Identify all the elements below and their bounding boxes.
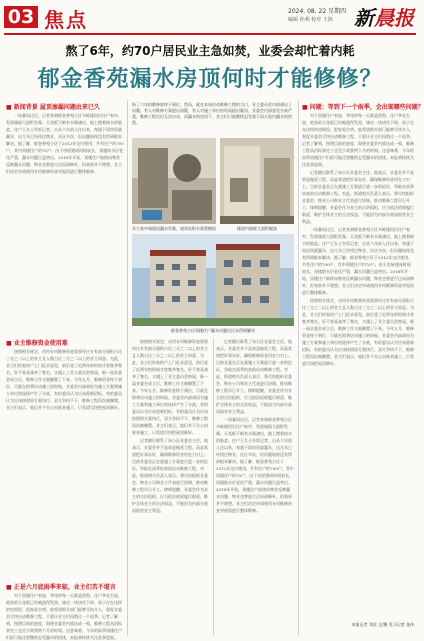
- subhead-rainy: ■ 正是六月底雨季来临，业主们苦不堪言: [6, 584, 116, 591]
- residential-building-photo-icon: [132, 234, 294, 326]
- caption-photo2: 楼道内墙壁大面积脱落: [237, 226, 277, 231]
- header-rule: [4, 33, 416, 35]
- body-column-1c: 对于顶楼住户来说，等待的每一天都是煎熬。住户李先生说，他家的天花板已经被泡得发黑，墙皮一块块往下掉，孩子住在这样的房间里，很容易生病。他希望相关部门能够尽快介入，督促业委会尽快启动维修工程，不要让业主们再熬过一个雨季。记者了解到，按照目前的进度，即便业委会内部达成一致，维修工程从招标到完工也至少需要两个月的时间。这意味着，今年的雨季顶楼住户们很可能还要继续忍受漏水的困扰。本报将持续关注此事进展。: [6, 593, 122, 640]
- editor-credit: 编辑 孙利 校对 王海: [288, 17, 333, 23]
- body-column-4: 对于顶楼住户来说，等待的每一天都是煎熬。住户李先生说，他家的天花板已经被泡得发黑，墙皮一块块往下掉，孩子住在这样的房间里，很容易生病。他希望相关部门能够尽快介入，督促业委会尽快启动维修工程，不要让业主们再熬过一个雨季。记者了解到，按照目前的进度，即便业委会内部达成一致，维修工程从招标到完工也至少需要两个月的时间。这意味着，今年的雨季顶楼住户们很可能还要继续忍受漏水的困扰。本报将持续关注此事进展。 记者随后联系了该小区业委会主任。他表示，业委会并不是故意拖延工程，而是希望把好事办好，确保维修资金用在刀刃上。目前业委会正在就施工方案进行进一步的论证，争取在雨季结束前启动维修工程。对此，街道相关负责人表示，将尽快组织业委会、物业公司和业主代表进行协调，推动维修工程早日开工。律师提醒，业委会作为业主的自治组织，应当依法依规履行职责，维护全体业主的合法权益，不能因为内部分歧而损害业主利益。 一场暴雨过后，记者来到郁金香苑小区多栋楼顶层住户家中，发现墙面大面积发霉，天花板不断有水珠渗出，地上摆着接水的脸盆。住户王女士告诉记者，自从六年前入住以来，每逢下雨房顶就漏水，这几年已经找过物业、社区多次，但问题始终没有得到根本解决。据了解，郁金香苑小区于2012年交付使用，共有住户约700户，其中顶楼住户约70户。由于房屋建成时间较长，顶楼防水层老化严重，漏水问题日益突出。2018年开始，顶楼住户陆续向物业反映漏水问题，物业也曾进行过局部修补，但效果并不理想。业主们决定申请使用专项维修资金对屋顶进行整体维修。 按照相关规定，动用专项维修资金需要经过专有部分面积占比三分之二以上的业主且人数占比三分之二以上的业主同意。为此，业主们挨家挨户上门征求意见，前后花了近两年的时间才收集齐签名。好不容易凑齐了签名，又遇上了业主委员会换届，新一届业委会成立后，维修工作又被搁置了下来。今年五月，维修资金终于到位，可就在即将启动施工的时候，业委会内部却因为施工方案和施工单位的选择产生了分歧，有的委员认为应该重新招标，有的委员认为应该按照原方案执行，双方争执不下，维修工程再次被搁置。业主们表示，他们并不关心由谁来施工，只希望尽快把屋顶修好。: [302, 113, 414, 366]
- issue-date: 2024. 08. 22 星期四: [288, 8, 347, 15]
- photo-wall-mold: [132, 138, 216, 224]
- kicker-headline: 熬了6年，约70户居民业主急如焚，业委会却忙着内耗: [65, 44, 355, 58]
- newspaper-logo: 新晨报: [354, 6, 414, 30]
- byline: 本报记者 刘佳 文/摄 见习记者 张伟: [351, 622, 414, 627]
- body-column-2: 按照相关规定，动用专项维修资金需要经过专有部分面积占比三分之二以上的业主且人数占比三分之二以上的业主同意。为此，业主们挨家挨户上门征求意见，前后花了近两年的时间才收集齐签名。好不容易凑齐了签名，又遇上了业主委员会换届，新一届业委会成立后，维修工作又被搁置了下来。今年五月，维修资金终于到位，可就在即将启动施工的时候，业委会内部却因为施工方案和施工单位的选择产生了分歧，有的委员认为应该重新招标，有的委员认为应该按照原方案执行，双方争执不下，维修工程再次被搁置。业主们表示，他们并不关心由谁来施工，只希望尽快把屋顶修好。 记者随后联系了该小区业委会主任。他表示，业委会并不是故意拖延工程，而是希望把好事办好，确保维修资金用在刀刃上。目前业委会正在就施工方案进行进一步的论证，争取在雨季结束前启动维修工程。对此，街道相关负责人表示，将尽快组织业委会、物业公司和业主代表进行协调，推动维修工程早日开工。律师提醒，业委会作为业主的自治组织，应当依法依规履行职责，维护全体业主的合法权益，不能因为内部分歧而损害业主利益。: [132, 339, 208, 513]
- photo-building: [132, 234, 294, 326]
- subhead-question: ■ 问题：等到下一个雨季，会出现哪些问题？: [302, 104, 424, 111]
- wall-mold-photo-icon: [132, 138, 216, 224]
- caption-photo1: 业主家中墙面因漏水发霉，墙角处积水需要擦拭: [132, 226, 216, 231]
- subhead-background: ■ 新闻背景 屋顶渗漏问题由来已久: [6, 104, 100, 111]
- body-column-3: 记者随后联系了该小区业委会主任。他表示，业委会并不是故意拖延工程，而是希望把好事办好，确保维修资金用在刀刃上。目前业委会正在就施工方案进行进一步的论证，争取在雨季结束前启动维修工程。对此，街道相关负责人表示，将尽快组织业委会、物业公司和业主代表进行协调，推动维修工程早日开工。律师提醒，业委会作为业主的自治组织，应当依法依规履行职责，维护全体业主的合法权益，不能因为内部分歧而损害业主利益。 一场暴雨过后，记者来到郁金香苑小区多栋楼顶层住户家中，发现墙面大面积发霉，天花板不断有水珠渗出，地上摆着接水的脸盆。住户王女士告诉记者，自从六年前入住以来，每逢下雨房顶就漏水，这几年已经找过物业、社区多次，但问题始终没有得到根本解决。据了解，郁金香苑小区于2012年交付使用，共有住户约700户，其中顶楼住户约70户。由于房屋建成时间较长，顶楼防水层老化严重，漏水问题日益突出。2018年开始，顶楼住户陆续向物业反映漏水问题，物业也曾进行过局部修补，但效果并不理想。业主们决定申请使用专项维修资金对屋顶进行整体维修。: [216, 339, 294, 513]
- section-number: 03: [4, 6, 38, 28]
- page-header: [0, 0, 420, 34]
- column-divider: [127, 100, 128, 636]
- body-column-1: 一场暴雨过后，记者来到郁金香苑小区多栋楼顶层住户家中，发现墙面大面积发霉，天花板不断有水珠渗出，地上摆着接水的脸盆。住户王女士告诉记者，自从六年前入住以来，每逢下雨房顶就漏水，这几年已经找过物业、社区多次，但问题始终没有得到根本解决。据了解，郁金香苑小区于2012年交付使用，共有住户约700户，其中顶楼住户约70户。由于房屋建成时间较长，顶楼防水层老化严重，漏水问题日益突出。2018年开始，顶楼住户陆续向物业反映漏水问题，物业也曾进行过局部修补，但效果并不理想。业主们决定申请使用专项维修资金对屋顶进行整体维修。: [6, 113, 124, 174]
- section-name: 焦点: [44, 8, 88, 32]
- column-divider-2: [213, 338, 214, 636]
- photo-stairwell: [220, 138, 294, 224]
- subhead-funds: ■ 业主维修资金使用难: [6, 340, 68, 347]
- article-intro: 盼了六年的维修款终于到位，然而，就在本该启动维修工程的当口，业主委员会内部却出了问题，有人对维修方案提出质疑，有人对施工单位的资质提出疑问，业委会内部意见分歧严重，维修工程迟迟无法启动，而漏水的房顶下，业主们只能继续忍受着下雨天屋内漏水的煎熬。: [132, 102, 292, 125]
- main-headline: 郁金香苑漏水房顶何时才能修修？: [37, 67, 383, 92]
- stairwell-photo-icon: [220, 138, 294, 224]
- column-divider-3: [298, 100, 299, 636]
- body-column-1b: 按照相关规定，动用专项维修资金需要经过专有部分面积占比三分之二以上的业主且人数占比三分之二以上的业主同意。为此，业主们挨家挨户上门征求意见，前后花了近两年的时间才收集齐签名。好不容易凑齐了签名，又遇上了业主委员会换届，新一届业委会成立后，维修工作又被搁置了下来。今年五月，维修资金终于到位，可就在即将启动施工的时候，业委会内部却因为施工方案和施工单位的选择产生了分歧，有的委员认为应该重新招标，有的委员认为应该按照原方案执行，双方争执不下，维修工程再次被搁置。业主们表示，他们并不关心由谁来施工，只希望尽快把屋顶修好。: [6, 349, 122, 410]
- caption-photo3: 郁金香苑小区顶楼住户漏水问题迟迟未得到解决: [171, 328, 255, 333]
